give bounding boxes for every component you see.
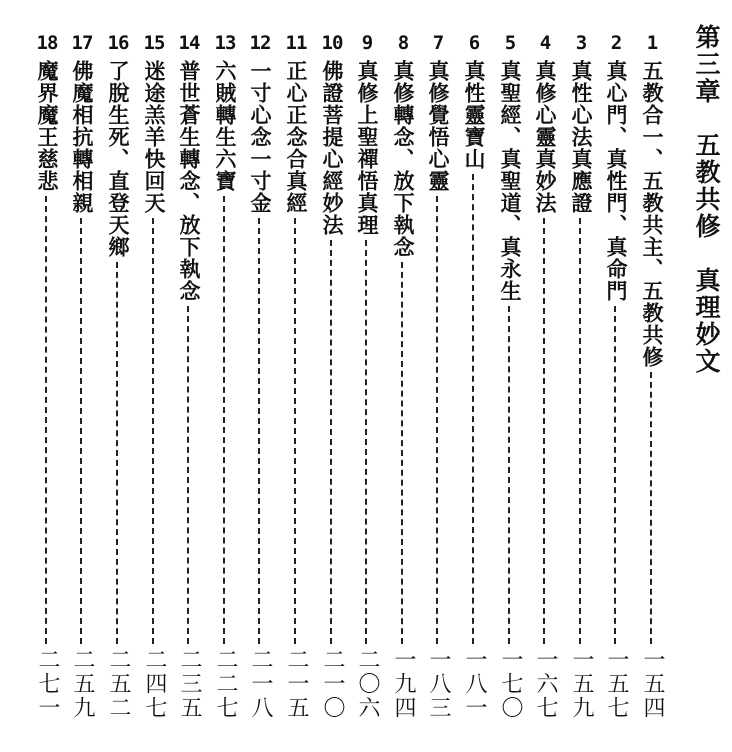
dotted-leader	[80, 218, 82, 644]
chapter-title: 第三章 五教共修 真理妙文	[692, 24, 721, 375]
entry-page-number: 二〇六	[355, 648, 380, 720]
entry-page-number: 二四七	[142, 648, 167, 720]
entry-page-number: 一五四	[640, 648, 665, 720]
entry-number: 10	[321, 32, 343, 54]
entry-title: 真性心法真應證	[569, 60, 594, 214]
dotted-leader	[614, 306, 616, 644]
toc-entry[interactable]	[65, 0, 99, 752]
entry-number: 14	[178, 32, 200, 54]
entry-title: 五教合一、五教共主、五教共修	[640, 60, 665, 368]
toc-entry[interactable]	[528, 0, 562, 752]
dotted-leader	[365, 240, 367, 644]
entry-page-number: 二一五	[284, 648, 309, 720]
dotted-leader	[258, 218, 260, 644]
entry-title: 迷途羔羊快回天	[142, 60, 167, 214]
entry-title: 六賊轉生六寶	[213, 60, 238, 192]
dotted-leader	[543, 218, 545, 644]
entry-page-number: 二五九	[70, 648, 95, 720]
entry-title: 真修上聖禪悟真理	[355, 60, 380, 236]
entry-page-number: 一七〇	[498, 648, 523, 720]
entry-number: 18	[36, 32, 58, 54]
toc-entry[interactable]	[30, 0, 64, 752]
toc-entry[interactable]	[101, 0, 135, 752]
entry-number: 3	[575, 32, 587, 54]
entry-page-number: 二一〇	[320, 648, 345, 720]
entry-page-number: 二二七	[213, 648, 238, 720]
entry-number: 17	[71, 32, 93, 54]
dotted-leader	[223, 196, 225, 644]
entry-page-number: 一九四	[391, 648, 416, 720]
entry-page-number: 一八一	[462, 648, 487, 720]
toc-entry[interactable]	[386, 0, 420, 752]
entry-title: 真心門、真性門、真命門	[604, 60, 629, 302]
entry-page-number: 一六七	[533, 648, 558, 720]
dotted-leader	[650, 372, 652, 644]
toc-entry[interactable]	[493, 0, 527, 752]
entry-page-number: 二三五	[177, 648, 202, 720]
entry-number: 15	[143, 32, 165, 54]
entry-title: 魔界魔王慈悲	[35, 60, 60, 192]
toc-entry[interactable]	[421, 0, 455, 752]
toc-entry[interactable]	[564, 0, 598, 752]
entry-number: 13	[214, 32, 236, 54]
entry-title: 正心正念合真經	[284, 60, 309, 214]
entry-page-number: 二五二	[106, 648, 131, 720]
toc-entry[interactable]	[243, 0, 277, 752]
toc-entry[interactable]	[315, 0, 349, 752]
entry-page-number: 二七一	[35, 648, 60, 720]
entry-page-number: 一五九	[569, 648, 594, 720]
entry-number: 4	[539, 32, 551, 54]
entry-number: 1	[646, 32, 658, 54]
toc-entry[interactable]	[279, 0, 313, 752]
dotted-leader	[116, 262, 118, 644]
entry-page-number: 一五七	[604, 648, 629, 720]
toc-entry[interactable]	[457, 0, 491, 752]
entry-number: 12	[249, 32, 271, 54]
dotted-leader	[330, 240, 332, 644]
entry-title: 真聖經、真聖道、真永生	[498, 60, 523, 302]
entry-title: 真修覺悟心靈	[426, 60, 451, 192]
entry-page-number: 一八三	[426, 648, 451, 720]
dotted-leader	[45, 196, 47, 644]
toc-entry[interactable]	[635, 0, 669, 752]
entry-title: 佛證菩提心經妙法	[320, 60, 345, 236]
toc-entry[interactable]	[137, 0, 171, 752]
entry-number: 7	[432, 32, 444, 54]
entry-number: 16	[107, 32, 129, 54]
dotted-leader	[294, 218, 296, 644]
dotted-leader	[472, 174, 474, 644]
entry-title: 普世蒼生轉念、放下執念	[177, 60, 202, 302]
entry-number: 2	[610, 32, 622, 54]
toc-entry[interactable]	[208, 0, 242, 752]
toc-entry[interactable]	[350, 0, 384, 752]
toc-entry[interactable]	[599, 0, 633, 752]
dotted-leader	[152, 218, 154, 644]
dotted-leader	[187, 306, 189, 644]
toc-entry[interactable]	[172, 0, 206, 752]
entry-number: 11	[285, 32, 307, 54]
entry-number: 5	[504, 32, 516, 54]
entry-title: 真修心靈真妙法	[533, 60, 558, 214]
entry-title: 真修轉念、放下執念	[391, 60, 416, 258]
entry-title: 佛魔相抗轉相親	[70, 60, 95, 214]
dotted-leader	[508, 306, 510, 644]
entry-title: 真性靈寶山	[462, 60, 487, 170]
entry-number: 6	[468, 32, 480, 54]
dotted-leader	[579, 218, 581, 644]
dotted-leader	[401, 262, 403, 644]
entry-title: 一寸心念一寸金	[248, 60, 273, 214]
entry-number: 9	[361, 32, 373, 54]
entry-number: 8	[397, 32, 409, 54]
dotted-leader	[436, 196, 438, 644]
entry-title: 了脫生死、直登天鄉	[106, 60, 131, 258]
entry-page-number: 二一八	[248, 648, 273, 720]
